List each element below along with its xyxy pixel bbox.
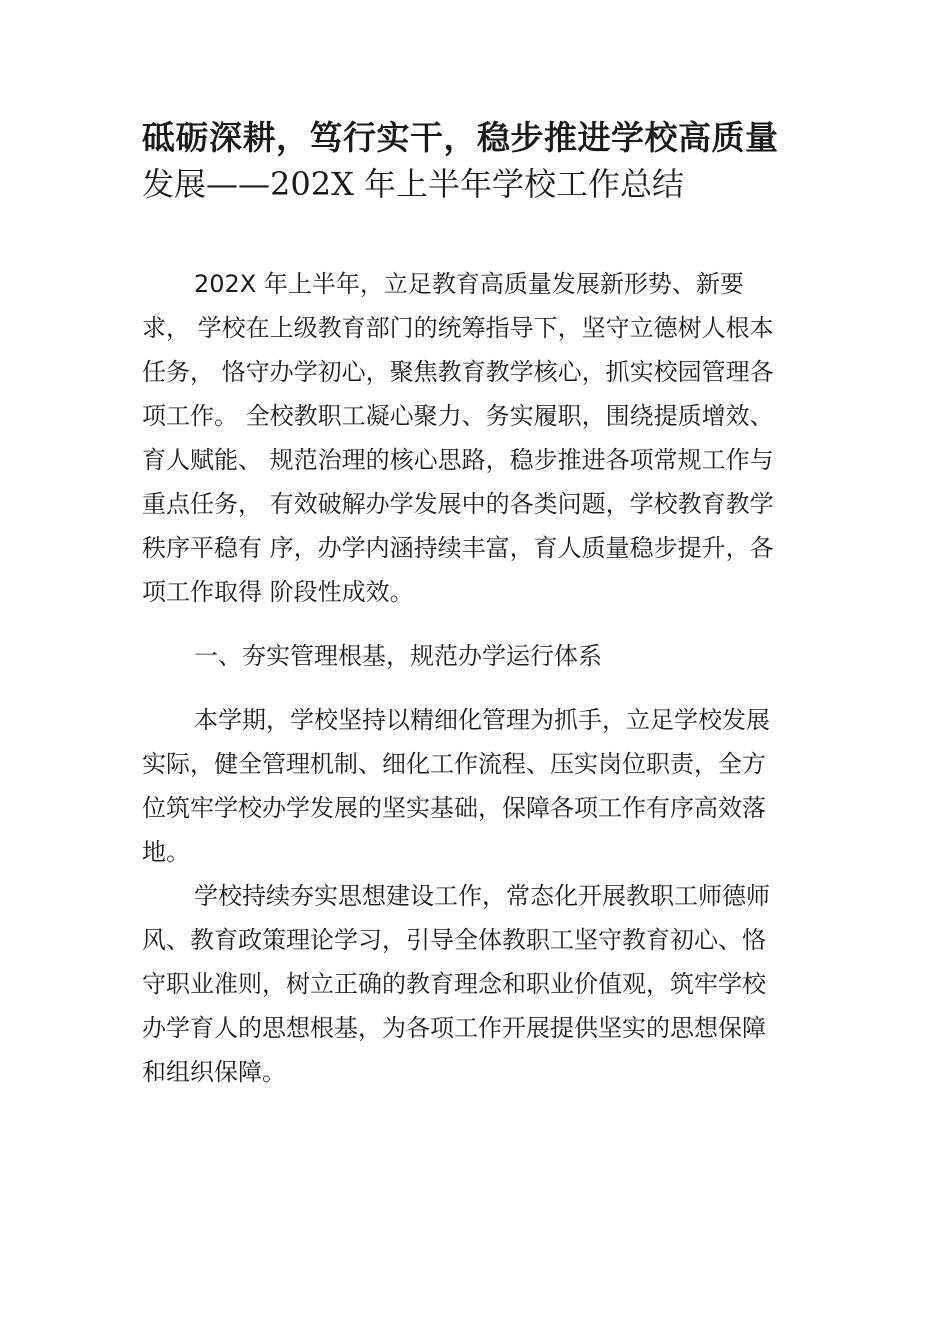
title-main-line: 砥砺深耕，笃行实干，稳步推进学校高质量	[142, 118, 779, 157]
document-body	[142, 262, 822, 1094]
paragraph-line: 风、教育政策理论学习，引导全体教职工坚守教育初心、恪	[142, 926, 766, 954]
paragraph-intro	[142, 262, 822, 614]
paragraph-line: 学校持续夯实思想建设工作，常态化开展教职工师德师	[194, 882, 770, 910]
spacer	[142, 614, 822, 634]
paragraph-line: 实际，健全管理机制、细化工作流程、压实岗位职责，全方	[142, 750, 766, 778]
paragraph-line: 求， 学校在上级教育部门的统筹指导下，坚守立德树人根本	[142, 314, 774, 342]
paragraph-line: 项工作取得 阶段性成效。	[142, 578, 414, 606]
title-subtitle-line: 发展——202X 年上半年学校工作总结	[142, 165, 685, 203]
paragraph-line: 位筑牢学校办学发展的坚实基础，保障各项工作有序高效落	[142, 794, 766, 822]
paragraph-line: 守职业准则，树立正确的教育理念和职业价值观，筑牢学校	[142, 970, 766, 998]
paragraph-line: 任务， 恪守办学初心，聚焦教育教学核心，抓实校园管理各	[142, 358, 774, 386]
paragraph-ideology	[142, 874, 822, 1094]
paragraph-line: 本学期，学校坚持以精细化管理为抓手，立足学校发展	[194, 706, 770, 734]
paragraph-line: 育人赋能、 规范治理的核心思路，稳步推进各项常规工作与	[142, 446, 774, 474]
paragraph-line: 202X 年上半年，立足教育高质量发展新形势、新要	[194, 270, 744, 298]
paragraph-line: 办学育人的思想根基，为各项工作开展提供坚实的思想保障	[142, 1014, 766, 1042]
paragraph-line: 秩序平稳有 序，办学内涵持续丰富，育人质量稳步提升，各	[142, 534, 774, 562]
spacer	[142, 678, 822, 698]
paragraph-line: 重点任务， 有效破解办学发展中的各类问题，学校教育教学	[142, 490, 774, 518]
document-title	[142, 116, 822, 206]
paragraph-line: 地。	[142, 838, 190, 866]
paragraph-management	[142, 698, 822, 874]
section-heading: 一、夯实管理根基，规范办学运行体系	[194, 642, 602, 670]
paragraph-line: 和组织保障。	[142, 1058, 286, 1086]
paragraph-line: 项工作。 全校教职工凝心聚力、务实履职，围绕提质增效、	[142, 402, 774, 430]
